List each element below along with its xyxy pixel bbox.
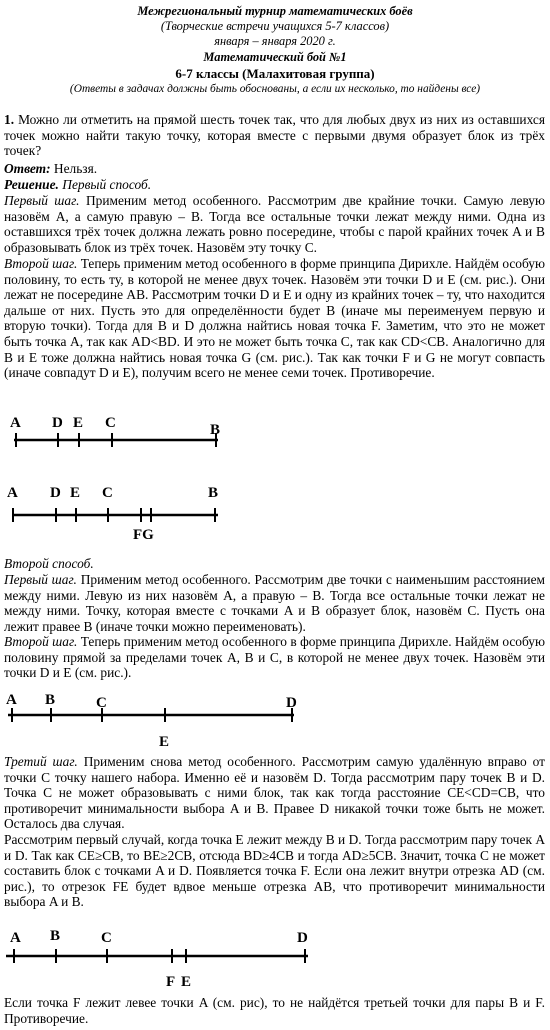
fig1-label-c: C xyxy=(105,415,116,431)
problem-statement xyxy=(4,112,545,159)
tournament-dates: января – января 2020 г. xyxy=(214,34,336,48)
fig1-label-b: B xyxy=(210,422,221,438)
way2-step2 xyxy=(4,634,545,681)
figure-4 xyxy=(0,920,550,992)
figure-3 xyxy=(0,688,550,754)
way2-step2-title: Второй шаг. xyxy=(4,634,78,649)
fig3-label-a: A xyxy=(6,692,17,708)
fig2-label-b: B xyxy=(208,485,219,501)
solution-heading xyxy=(4,177,545,193)
fig3-label-c: C xyxy=(96,695,107,711)
way1-step2 xyxy=(4,256,545,381)
fig3-label-d: D xyxy=(286,695,297,711)
answer-text: Нельзя. xyxy=(53,161,98,176)
way2-step1-title: Первый шаг. xyxy=(4,572,77,587)
fig4-label-d: D xyxy=(297,930,308,946)
tournament-title: Межрегиональный турнир математических боёв xyxy=(137,4,413,18)
figure-1 xyxy=(0,405,550,455)
way2-step2-text: Теперь применим метод особенного в форме принципа Дирихле. Найдём особую половину прямой за пределами точек A, B и C, в которой не менее двух точек. Назовём эти точки D и E (см. рис.). xyxy=(4,634,545,681)
battle-title: Математический бой №1 xyxy=(203,50,347,64)
way2-title: Второй способ. xyxy=(4,556,94,571)
fig2-label-e: E xyxy=(70,485,81,501)
fig1-label-e: E xyxy=(73,415,84,431)
way2-step1-text: Применим метод особенного. Рассмотрим две точки с наименьшим расстоянием между ними. Левую из них назовём A, а правую – B. Тогда все остальные точки лежат не между ними. Точку, которая вместе с точками A и B образует блок, назовём C. Пусть она лежит правее B (иначе точки можно переименовать). xyxy=(4,572,546,634)
fig3-label-e: E xyxy=(159,734,170,750)
fig4-label-a: A xyxy=(10,930,21,946)
fig4-label-b: B xyxy=(50,928,61,944)
fig2-label-c: C xyxy=(102,485,113,501)
fig1-label-d: D xyxy=(52,415,63,431)
fig2-label-a: A xyxy=(7,485,18,501)
way2-step3 xyxy=(4,754,545,832)
fig1-label-a: A xyxy=(10,415,21,431)
way1-step1-text: Применим метод особенного. Рассмотрим две крайние точки. Самую левую назовём A, а самую правую – B. Тогда все остальные точки лежат между ними. Одна из оставшихся трёх точек должна лежать ровно посередине, чтобы с парой крайних точек A и B образовывать блок из трёх точек. Назовём эту точку C. xyxy=(4,193,546,255)
fig3-label-b: B xyxy=(45,692,56,708)
case2-paragraph: Если точка F лежит левее точки A (см. рис), то не найдётся третьей точки для пары B и F. Противоречие. xyxy=(4,995,545,1026)
fig4-label-c: C xyxy=(101,930,112,946)
way1-title: Первый способ. xyxy=(62,177,152,192)
way1-step1 xyxy=(4,193,545,255)
tournament-subtitle: (Творческие встречи учащихся 5-7 классов) xyxy=(160,19,390,33)
grade-group: 6-7 классы (Малахитовая группа) xyxy=(175,66,375,81)
fig4-label-f: F xyxy=(166,974,176,990)
way1-step1-title: Первый шаг. xyxy=(4,193,80,208)
way1-step2-title: Второй шаг. xyxy=(4,256,78,271)
problem-text: Можно ли отметить на прямой шесть точек так, что для любых двух из них из оставшихся точек можно найти такую точку, которая вместе с первыми двумя образует блок из трёх точек? xyxy=(4,112,545,159)
fig2-label-d: D xyxy=(50,485,61,501)
instructions-note: (Ответы в задачах должны быть обоснованы, а если их несколько, то найдены все) xyxy=(69,83,481,95)
figure-2 xyxy=(0,478,550,548)
answer-label: Ответ: xyxy=(4,161,51,176)
way1-step2-text: Теперь применим метод особенного в форме принципа Дирихле. Найдём особую половину, то есть ту, в которой не менее двух точек. Назовём эти точки D и E (см. рис.). Они лежат не посередине AB. Рассмотрим точки D и E и одну из крайних точек – ту, что находится дальше от них. Пусть это для определённости будет B (иначе мы переименуем первую и вторую точки). Тогда для B и D должна найтись новая точка F. Заметим, что это не может быть точка A, так как AD<BD. И это не может быть точка C, так как CD<CB. Аналогично для B и E тоже должна найтись новая точка G (см. рис.). Так как точки F и G не могут совпасть (иначе совпадут D и E), получим всего не менее семи точек. Противоречие. xyxy=(4,256,545,381)
way2-step3-text: Применим снова метод особенного. Рассмотрим самую удалённую вправо от точки C точку нашего набора. Именно её и назовём D. Тогда рассмотрим пару точек B и D. Точка C не может образовывать с ними блок, так как тогда расстояние CE<CD=CB, что противоречит минимальности выбора A и B. Правее D никакой точки тоже быть не может. Осталось два случая. xyxy=(4,754,545,832)
problem-number: 1. xyxy=(4,112,15,127)
fig2-label-fg: FG xyxy=(133,527,154,543)
case1-paragraph: Рассмотрим первый случай, когда точка E лежит между B и D. Тогда рассмотрим пару точек A и D. Так как CE≥CB, то BE≥2CB, отсюда BD≥4CB и тогда AD≥5CB. Значит, точка C не может составить блок с точками A и D. Появляется точка F. Если она лежит внутри отрезка AD (см. рис.), то отрезок FE будет вдвое меньше отрезка AB, что противоречит минимальности выбора A и B. xyxy=(4,832,545,910)
way2-step3-title: Третий шаг. xyxy=(4,754,78,769)
fig4-label-e: E xyxy=(181,974,192,990)
answer-line xyxy=(4,161,545,177)
way2-step1 xyxy=(4,572,545,634)
solution-label: Решение. xyxy=(4,177,59,192)
